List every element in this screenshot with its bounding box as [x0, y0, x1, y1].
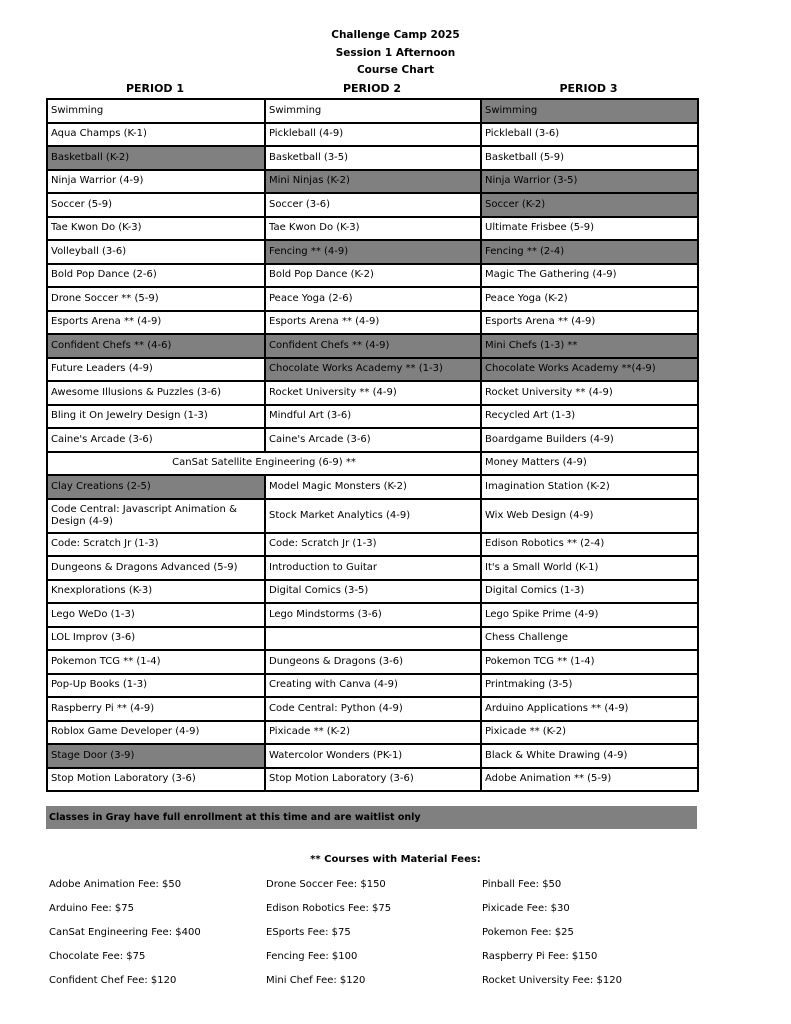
course-cell: Stop Motion Laboratory (3-6): [265, 768, 481, 792]
course-cell: Pickleball (3-6): [481, 123, 698, 147]
period-3-heading: PERIOD 3: [559, 82, 618, 95]
course-cell: Clay Creations (2-5): [47, 475, 265, 499]
table-row: [47, 217, 698, 241]
course-cell: Pickleball (4-9): [265, 123, 481, 147]
course-cell: Esports Arena ** (4-9): [481, 311, 698, 335]
course-cell: Dungeons & Dragons Advanced (5-9): [47, 556, 265, 580]
fee-item: Raspberry Pi Fee: $150: [482, 951, 598, 962]
table-row: [47, 358, 698, 382]
course-cell: Basketball (3-5): [265, 146, 481, 170]
table-row: [47, 603, 698, 627]
waitlist-note: Classes in Gray have full enrollment at this time and are waitlist only: [46, 806, 697, 829]
table-row: [47, 744, 698, 768]
course-cell: Soccer (K-2): [481, 193, 698, 217]
fee-item: Confident Chef Fee: $120: [49, 975, 177, 986]
fee-item: Rocket University Fee: $120: [482, 975, 622, 986]
course-cell: Magic The Gathering (4-9): [481, 264, 698, 288]
table-row: [47, 674, 698, 698]
table-row: [47, 99, 698, 123]
course-cell: Code Central: Javascript Animation & Design (4-9): [47, 499, 265, 533]
course-cell: Digital Comics (3-5): [265, 580, 481, 604]
table-row: [47, 381, 698, 405]
table-row: [47, 452, 698, 476]
table-row: [47, 627, 698, 651]
course-cell: Pixicade ** (K-2): [265, 721, 481, 745]
course-cell: Pokemon TCG ** (1-4): [481, 650, 698, 674]
fee-item: ESports Fee: $75: [266, 927, 351, 938]
course-cell: Rocket University ** (4-9): [265, 381, 481, 405]
course-cell: Rocket University ** (4-9): [481, 381, 698, 405]
course-cell: Printmaking (3-5): [481, 674, 698, 698]
course-cell: Caine's Arcade (3-6): [265, 428, 481, 452]
course-cell: Peace Yoga (2-6): [265, 287, 481, 311]
table-row: [47, 580, 698, 604]
course-cell: Swimming: [265, 99, 481, 123]
course-cell: Bold Pop Dance (K-2): [265, 264, 481, 288]
course-cell: Digital Comics (1-3): [481, 580, 698, 604]
table-row: [47, 264, 698, 288]
table-row: [47, 405, 698, 429]
course-cell: Volleyball (3-6): [47, 240, 265, 264]
table-row: [47, 146, 698, 170]
course-cell: Confident Chefs ** (4-6): [47, 334, 265, 358]
period-1-heading: PERIOD 1: [125, 82, 185, 95]
course-cell: Chocolate Works Academy ** (1-3): [265, 358, 481, 382]
table-row: [47, 193, 698, 217]
table-row: [47, 721, 698, 745]
course-cell: Basketball (K-2): [47, 146, 265, 170]
course-cell: Lego Spike Prime (4-9): [481, 603, 698, 627]
table-row: [47, 650, 698, 674]
course-cell: Aqua Champs (K-1): [47, 123, 265, 147]
fee-item: Mini Chef Fee: $120: [266, 975, 366, 986]
course-cell: Watercolor Wonders (PK-1): [265, 744, 481, 768]
course-cell: Caine's Arcade (3-6): [47, 428, 265, 452]
course-cell: Pop-Up Books (1-3): [47, 674, 265, 698]
course-cell: Esports Arena ** (4-9): [265, 311, 481, 335]
course-cell: Future Leaders (4-9): [47, 358, 265, 382]
course-cell: CanSat Satellite Engineering (6-9) **: [47, 452, 481, 476]
course-cell: Raspberry Pi ** (4-9): [47, 697, 265, 721]
course-cell: Money Matters (4-9): [481, 452, 698, 476]
session-title: Session 1 Afternoon: [335, 47, 456, 59]
fee-item: Arduino Fee: $75: [49, 903, 135, 914]
course-cell: Bold Pop Dance (2-6): [47, 264, 265, 288]
table-row: [47, 311, 698, 335]
table-row: [47, 499, 698, 533]
table-row: [47, 475, 698, 499]
course-cell: It's a Small World (K-1): [481, 556, 698, 580]
course-cell: Ninja Warrior (4-9): [47, 170, 265, 194]
course-cell: Creating with Canva (4-9): [265, 674, 481, 698]
course-cell: Boardgame Builders (4-9): [481, 428, 698, 452]
course-cell: Soccer (5-9): [47, 193, 265, 217]
course-cell: Edison Robotics ** (2-4): [481, 533, 698, 557]
course-cell: Swimming: [481, 99, 698, 123]
table-row: [47, 533, 698, 557]
table-row: [47, 334, 698, 358]
course-cell: Tae Kwon Do (K-3): [47, 217, 265, 241]
fee-item: Drone Soccer Fee: $150: [266, 879, 386, 890]
fee-item: Edison Robotics Fee: $75: [266, 903, 392, 914]
course-cell: Fencing ** (4-9): [265, 240, 481, 264]
fees-heading: ** Courses with Material Fees:: [310, 854, 481, 865]
course-cell: Lego WeDo (1-3): [47, 603, 265, 627]
camp-title: Challenge Camp 2025: [331, 29, 460, 41]
course-cell: Black & White Drawing (4-9): [481, 744, 698, 768]
course-cell: Wix Web Design (4-9): [481, 499, 698, 533]
course-cell: Introduction to Guitar: [265, 556, 481, 580]
fee-item: Fencing Fee: $100: [266, 951, 358, 962]
fee-item: Pixicade Fee: $30: [482, 903, 570, 914]
course-cell: Knexplorations (K-3): [47, 580, 265, 604]
course-cell: Bling it On Jewelry Design (1-3): [47, 405, 265, 429]
course-cell: Mini Ninjas (K-2): [265, 170, 481, 194]
course-cell: Mindful Art (3-6): [265, 405, 481, 429]
course-cell: Code Central: Python (4-9): [265, 697, 481, 721]
course-cell: Roblox Game Developer (4-9): [47, 721, 265, 745]
table-row: [47, 240, 698, 264]
course-cell: Soccer (3-6): [265, 193, 481, 217]
course-cell: Recycled Art (1-3): [481, 405, 698, 429]
course-cell: Fencing ** (2-4): [481, 240, 698, 264]
course-cell: Code: Scratch Jr (1-3): [47, 533, 265, 557]
course-cell: Adobe Animation ** (5-9): [481, 768, 698, 792]
fee-item: Pokemon Fee: $25: [482, 927, 574, 938]
course-cell: Imagination Station (K-2): [481, 475, 698, 499]
fee-item: Pinball Fee: $50: [482, 879, 562, 890]
table-row: [47, 768, 698, 792]
table-row: [47, 170, 698, 194]
course-table: [46, 98, 699, 792]
course-cell: Arduino Applications ** (4-9): [481, 697, 698, 721]
course-cell: Drone Soccer ** (5-9): [47, 287, 265, 311]
table-row: [47, 697, 698, 721]
course-cell: Basketball (5-9): [481, 146, 698, 170]
course-cell: [265, 627, 481, 651]
course-cell: Dungeons & Dragons (3-6): [265, 650, 481, 674]
table-row: [47, 556, 698, 580]
course-cell: LOL Improv (3-6): [47, 627, 265, 651]
course-cell: Esports Arena ** (4-9): [47, 311, 265, 335]
course-cell: Lego Mindstorms (3-6): [265, 603, 481, 627]
course-cell: Chess Challenge: [481, 627, 698, 651]
course-cell: Chocolate Works Academy **(4-9): [481, 358, 698, 382]
course-cell: Pixicade ** (K-2): [481, 721, 698, 745]
course-cell: Swimming: [47, 99, 265, 123]
fee-item: Adobe Animation Fee: $50: [49, 879, 182, 890]
course-cell: Stock Market Analytics (4-9): [265, 499, 481, 533]
table-row: [47, 287, 698, 311]
course-cell: Stop Motion Laboratory (3-6): [47, 768, 265, 792]
course-cell: Model Magic Monsters (K-2): [265, 475, 481, 499]
fee-item: CanSat Engineering Fee: $400: [49, 927, 201, 938]
course-cell: Stage Door (3-9): [47, 744, 265, 768]
course-cell: Confident Chefs ** (4-9): [265, 334, 481, 358]
fee-item: Chocolate Fee: $75: [49, 951, 146, 962]
course-cell: Ninja Warrior (3-5): [481, 170, 698, 194]
chart-title: Course Chart: [356, 64, 435, 76]
table-row: [47, 428, 698, 452]
course-cell: Ultimate Frisbee (5-9): [481, 217, 698, 241]
course-cell: Pokemon TCG ** (1-4): [47, 650, 265, 674]
course-cell: Mini Chefs (1-3) **: [481, 334, 698, 358]
course-cell: Tae Kwon Do (K-3): [265, 217, 481, 241]
course-cell: Peace Yoga (K-2): [481, 287, 698, 311]
course-cell: Awesome Illusions & Puzzles (3-6): [47, 381, 265, 405]
period-2-heading: PERIOD 2: [342, 82, 402, 95]
table-row: [47, 123, 698, 147]
course-cell: Code: Scratch Jr (1-3): [265, 533, 481, 557]
